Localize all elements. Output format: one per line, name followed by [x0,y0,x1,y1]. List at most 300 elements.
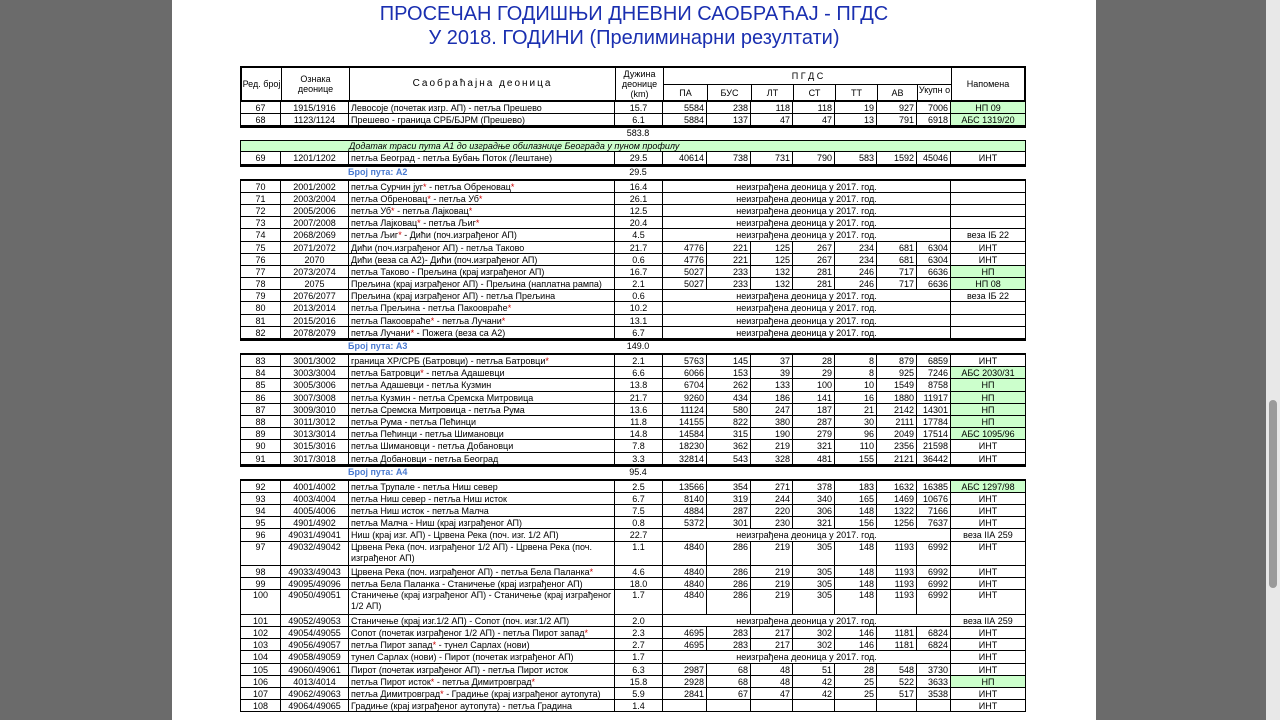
section-length: 14.8 [615,428,663,440]
asterisk-mark: * [510,181,515,192]
value-av: 1193 [877,566,917,578]
value-av: 1193 [877,578,917,590]
table-row [240,416,1026,428]
row-number: 67 [241,102,281,114]
table-row [240,542,1026,566]
section-length: 6.7 [615,327,663,339]
value-pa: 18230 [663,440,707,452]
value-bus: 221 [707,242,751,254]
unbuilt-note: неизграђена деоница у 2017. год. [663,229,951,241]
section-name: петља Таково - Прељина (крај изграђеног АП) [349,266,615,278]
value-total: 11917 [917,392,951,404]
unbuilt-note: неизграђена деоница у 2017. год. [663,302,951,314]
value-lt: 230 [751,517,793,529]
section-code: 49033/49043 [281,566,349,578]
value-av: 2356 [877,440,917,452]
value-st: 279 [793,428,835,440]
value-tt: 8 [835,367,877,379]
section-length: 5.9 [615,688,663,700]
value-bus: 286 [707,542,751,566]
value-tt: 183 [835,481,877,493]
value-pa: 9260 [663,392,707,404]
value-bus: 738 [707,152,751,164]
value-av: 517 [877,688,917,700]
table-row [240,453,1026,465]
value-total: 17784 [917,416,951,428]
section-name: петља Сремска Митровица - петља Рума [349,404,615,416]
value-pa: 13566 [663,481,707,493]
remark: веза IБ 22 [951,290,1025,302]
asterisk-mark: * [440,688,444,699]
row-number: 79 [241,290,281,302]
section-code: 4003/4004 [281,493,349,505]
remark [951,217,1025,229]
value-total: 6992 [917,566,951,578]
value-total: 7637 [917,517,951,529]
value-tt: 148 [835,566,877,578]
section-code: 2068/2069 [281,229,349,241]
value-pa: 32814 [663,453,707,465]
value-tt: 583 [835,152,877,164]
row-number: 104 [241,651,281,663]
table-row [240,651,1026,663]
remark: ИНТ [951,651,1025,663]
value-tt: 165 [835,493,877,505]
value-lt: 48 [751,664,793,676]
value-tt: 148 [835,542,877,566]
section-code: 2078/2079 [281,327,349,339]
row-number: 97 [241,542,281,566]
total-a3: 95.4 [629,466,647,477]
remark: веза IБ 22 [951,229,1025,241]
value-lt: 219 [751,566,793,578]
value-lt: 380 [751,416,793,428]
value-lt: 47 [751,688,793,700]
value-lt: 190 [751,428,793,440]
value-bus: 262 [707,379,751,391]
value-av [877,700,917,712]
section-code: 3001/3002 [281,355,349,367]
value-av: 1193 [877,590,917,614]
block-a2 [240,179,1026,341]
asterisk-mark: * [589,567,594,578]
section-name: петља Пирот запад* - тунел Сарлах (нови) [349,639,615,651]
header-bus: БУС [708,84,752,100]
section-code: 2015/2016 [281,315,349,327]
value-lt [751,700,793,712]
table-row [240,102,1026,114]
value-total: 6824 [917,639,951,651]
table-row [240,505,1026,517]
asterisk-mark: * [475,218,480,229]
total-a2: 149.0 [626,341,650,351]
value-pa: 4695 [663,627,707,639]
value-av: 1322 [877,505,917,517]
section-length: 21.7 [615,392,663,404]
section-name: петља Лајковац* - петља Љиг* [349,217,615,229]
value-total: 6992 [917,542,951,566]
value-av: 1181 [877,627,917,639]
table-row [240,217,1026,229]
section-code: 3015/3016 [281,440,349,452]
section-length: 16.7 [615,266,663,278]
row-number: 72 [241,205,281,217]
section-code: 49032/49042 [281,542,349,566]
section-name: петља Уб* - петља Лајковац* [349,205,615,217]
value-st: 378 [793,481,835,493]
document-page [172,0,1096,720]
section-name: Градиње (крај изграђеног аутопута) - петља Градина [349,700,615,712]
value-bus: 822 [707,416,751,428]
value-st: 42 [793,676,835,688]
value-pa: 4840 [663,542,707,566]
row-number: 86 [241,392,281,404]
row-number: 94 [241,505,281,517]
value-total: 6992 [917,590,951,614]
table-row [240,566,1026,578]
value-total: 6304 [917,242,951,254]
header-ukupno: Укупн о [918,84,952,100]
section-length: 0.6 [615,290,663,302]
asterisk-mark: * [430,315,435,326]
value-total: 7246 [917,367,951,379]
value-bus: 319 [707,493,751,505]
value-tt: 110 [835,440,877,452]
asterisk-mark: * [410,327,415,338]
header-napomena: Напомена [966,79,1010,89]
block-a3 [240,353,1026,467]
section-length: 6.1 [615,114,663,126]
section-name: Прељина (крај изграђеног АП) - петља Прељина [349,290,615,302]
section-length: 2.1 [615,278,663,290]
value-av: 2142 [877,404,917,416]
value-pa: 40614 [663,152,707,164]
header-duzina: Дужина деонице (km) [616,68,664,100]
remark: АБС 1319/20 [951,114,1025,126]
section-code: 2001/2002 [281,181,349,193]
value-total [917,700,951,712]
unbuilt-note: неизграђена деоница у 2017. год. [663,529,951,541]
section-name: петља Ниш исток - петља Малча [349,505,615,517]
value-bus: 286 [707,578,751,590]
value-pa: 4776 [663,254,707,266]
table-row [240,254,1026,266]
section-name: петља Малча - Ниш (крај изграђеног АП) [349,517,615,529]
value-st: 481 [793,453,835,465]
value-lt: 217 [751,639,793,651]
section-name: петља Пећинци - петља Шимановци [349,428,615,440]
remark: АБС 1297/98 [951,481,1025,493]
value-pa: 6704 [663,379,707,391]
section-name: граница ХР/СРБ (Батровци) - петља Батровци* [349,355,615,367]
value-bus: 283 [707,639,751,651]
value-bus: 580 [707,404,751,416]
value-total: 36442 [917,453,951,465]
table-row [240,440,1026,452]
remark: ИНТ [951,542,1025,566]
value-tt: 30 [835,416,877,428]
value-st: 51 [793,664,835,676]
section-code: 49054/49055 [281,627,349,639]
row-number: 105 [241,664,281,676]
section-code: 3003/3004 [281,367,349,379]
section-name: Дићи (веза са А2)- Дићи (поч.изграђеног АП) [349,254,615,266]
row-number: 82 [241,327,281,339]
value-st: 28 [793,355,835,367]
vertical-scrollbar[interactable] [1266,0,1280,720]
section-length: 15.7 [615,102,663,114]
section-name: петља Лучани* - Пожега (веза са А2) [349,327,615,339]
value-lt: 219 [751,578,793,590]
value-tt: 246 [835,266,877,278]
table-row [240,315,1026,327]
section-name: петља Пирот исток* - петља Димитровград* [349,676,615,688]
section-code: 3005/3006 [281,379,349,391]
section-name: петља Кузмин - петља Сремска Митровица [349,392,615,404]
value-lt: 133 [751,379,793,391]
table-row [240,676,1026,688]
value-bus: 287 [707,505,751,517]
section-name: петља Шимановци - петља Добановци [349,440,615,452]
table-row [240,242,1026,254]
remark: ИНТ [951,152,1025,164]
header-av: АВ [878,84,918,100]
value-st: 305 [793,542,835,566]
row-number: 100 [241,590,281,614]
value-tt: 10 [835,379,877,391]
value-lt: 271 [751,481,793,493]
value-total: 14301 [917,404,951,416]
remark [951,302,1025,314]
table-row [240,590,1026,614]
section-name: петља Батровци* - петља Адашевци [349,367,615,379]
value-st: 306 [793,505,835,517]
table-row [240,481,1026,493]
page-title: ПРОСЕЧАН ГОДИШЊИ ДНЕВНИ САОБРАЋАЈ - ПГДС [379,3,889,25]
remark: НП 08 [951,278,1025,290]
section-name: Сопот (почетак изграђеног 1/2 АП) - петља Пирот запад* [349,627,615,639]
value-bus: 221 [707,254,751,266]
remark: ИНТ [951,639,1025,651]
value-tt: 8 [835,355,877,367]
section-name: петља Прељина - петља Пакоовраће* [349,302,615,314]
section-name: Ниш (крај изг. АП) - Црвена Река (поч. изг. 1/2 АП) [349,529,615,541]
value-total: 3633 [917,676,951,688]
header-st: СТ [794,84,836,100]
row-number: 91 [241,453,281,465]
row-number: 103 [241,639,281,651]
section-code: 49060/49061 [281,664,349,676]
section-length: 1.7 [615,651,663,663]
asterisk-mark: * [531,676,535,687]
section-name: петља Бела Паланка - Станичење (крај изграђеног АП) [349,578,615,590]
section-code: 1915/1916 [281,102,349,114]
section-code: 49052/49053 [281,615,349,627]
value-lt: 37 [751,355,793,367]
value-pa: 14155 [663,416,707,428]
row-number: 89 [241,428,281,440]
remark [951,327,1025,339]
unbuilt-note: неизграђена деоница у 2017. год. [663,651,951,663]
value-av: 681 [877,242,917,254]
value-total: 17514 [917,428,951,440]
value-total: 45046 [917,152,951,164]
section-length: 13.6 [615,404,663,416]
section-name: петља Рума - петља Пећинци [349,416,615,428]
table-row [240,355,1026,367]
value-av: 879 [877,355,917,367]
section-code: 2075 [281,278,349,290]
value-total: 6918 [917,114,951,126]
section-length: 4.6 [615,566,663,578]
row-number: 102 [241,627,281,639]
section-name: петља Сурчин југ* - петља Обреновац* [349,181,615,193]
value-st [793,700,835,712]
remark: веза IIА 259 [951,529,1025,541]
table-row [240,266,1026,278]
row-number: 74 [241,229,281,241]
row-number: 108 [241,700,281,712]
asterisk-mark: * [398,230,402,241]
unbuilt-note: неизграђена деоница у 2017. год. [663,193,951,205]
row-number: 106 [241,676,281,688]
section-length: 7.8 [615,440,663,452]
value-bus: 434 [707,392,751,404]
value-tt: 25 [835,676,877,688]
section-length: 3.3 [615,453,663,465]
value-lt: 247 [751,404,793,416]
value-lt: 219 [751,440,793,452]
section-length: 13.1 [615,315,663,327]
table-row [240,205,1026,217]
value-av: 1592 [877,152,917,164]
table-row [240,615,1026,627]
table-row [240,152,1026,164]
section-name: петља Адашевци - петља Кузмин [349,379,615,391]
value-st: 281 [793,278,835,290]
remark: ИНТ [951,664,1025,676]
value-st: 305 [793,566,835,578]
value-total: 6859 [917,355,951,367]
section-name: петља Трупале - петља Ниш север [349,481,615,493]
value-tt: 234 [835,242,877,254]
section-length: 2.5 [615,481,663,493]
table-row [240,639,1026,651]
asterisk-mark: * [584,627,589,638]
value-lt: 47 [751,114,793,126]
header-tt: ТТ [836,84,878,100]
section-code: 2073/2074 [281,266,349,278]
value-total: 3538 [917,688,951,700]
row-number: 96 [241,529,281,541]
value-av: 1181 [877,639,917,651]
scrollbar-thumb[interactable] [1269,400,1277,588]
section-length: 12.5 [615,205,663,217]
value-pa: 2928 [663,676,707,688]
total-a1-row [240,128,1026,140]
section-length: 0.6 [615,254,663,266]
row-number: 73 [241,217,281,229]
value-lt: 244 [751,493,793,505]
row-number: 70 [241,181,281,193]
section-length: 6.6 [615,367,663,379]
value-pa: 5027 [663,278,707,290]
section-length: 11.8 [615,416,663,428]
section-code: 2013/2014 [281,302,349,314]
value-st: 321 [793,440,835,452]
section-length: 10.2 [615,302,663,314]
row-number: 92 [241,481,281,493]
header-pa: ПА [664,84,708,100]
section-length: 26.1 [615,193,663,205]
header-red-broj: Ред. број [242,68,282,100]
table-row [240,379,1026,391]
remark: ИНТ [951,590,1025,614]
remark: ИНТ [951,254,1025,266]
value-total: 21598 [917,440,951,452]
section-code: 2070 [281,254,349,266]
value-av: 1549 [877,379,917,391]
road-a2-label: Број пута: А2 [348,166,408,177]
section-code: 49062/49063 [281,688,349,700]
section-name: Прељина (крај изграђеног АП) - Прељина (наплатна рампа) [349,278,615,290]
section-name: Станичење (крај изграђеног АП) - Станичење (крај изграђеног 1/2 АП) [349,590,615,614]
value-st: 100 [793,379,835,391]
section-code: 2076/2077 [281,290,349,302]
value-tt: 146 [835,639,877,651]
section-name: тунел Сарлах (нови) - Пирот (почетак изграђеног АП) [349,651,615,663]
value-av: 1469 [877,493,917,505]
table-row [240,193,1026,205]
header-oznaka: Ознака деонице [282,68,350,100]
value-st: 29 [793,367,835,379]
unbuilt-note: неизграђена деоница у 2017. год. [663,327,951,339]
row-number: 71 [241,193,281,205]
value-lt: 132 [751,278,793,290]
section-length: 2.1 [615,355,663,367]
remark: ИНТ [951,505,1025,517]
section-name: петља Београд - петља Бубањ Поток (Лештане) [349,152,615,164]
table-row [240,428,1026,440]
section-code: 3007/3008 [281,392,349,404]
road-a4-row [240,467,1026,479]
section-code: 4005/4006 [281,505,349,517]
section-name: петља Пакоовраће* - петља Лучани* [349,315,615,327]
remark: ИНТ [951,453,1025,465]
section-code: 3017/3018 [281,453,349,465]
value-bus: 233 [707,266,751,278]
value-bus: 286 [707,566,751,578]
value-tt: 146 [835,627,877,639]
section-code: 4901/4902 [281,517,349,529]
value-tt: 21 [835,404,877,416]
block-a4 [240,479,1026,713]
total-a1: 583.8 [626,128,650,139]
section-code: 2005/2006 [281,205,349,217]
value-lt: 731 [751,152,793,164]
remark [951,315,1025,327]
remark: ИНТ [951,700,1025,712]
value-total: 6992 [917,578,951,590]
remark: АБС 2030/31 [951,367,1025,379]
table-header [240,66,1026,102]
row-number: 95 [241,517,281,529]
value-pa: 11124 [663,404,707,416]
value-bus: 354 [707,481,751,493]
remark: ИНТ [951,517,1025,529]
value-total: 8758 [917,379,951,391]
value-tt: 148 [835,578,877,590]
